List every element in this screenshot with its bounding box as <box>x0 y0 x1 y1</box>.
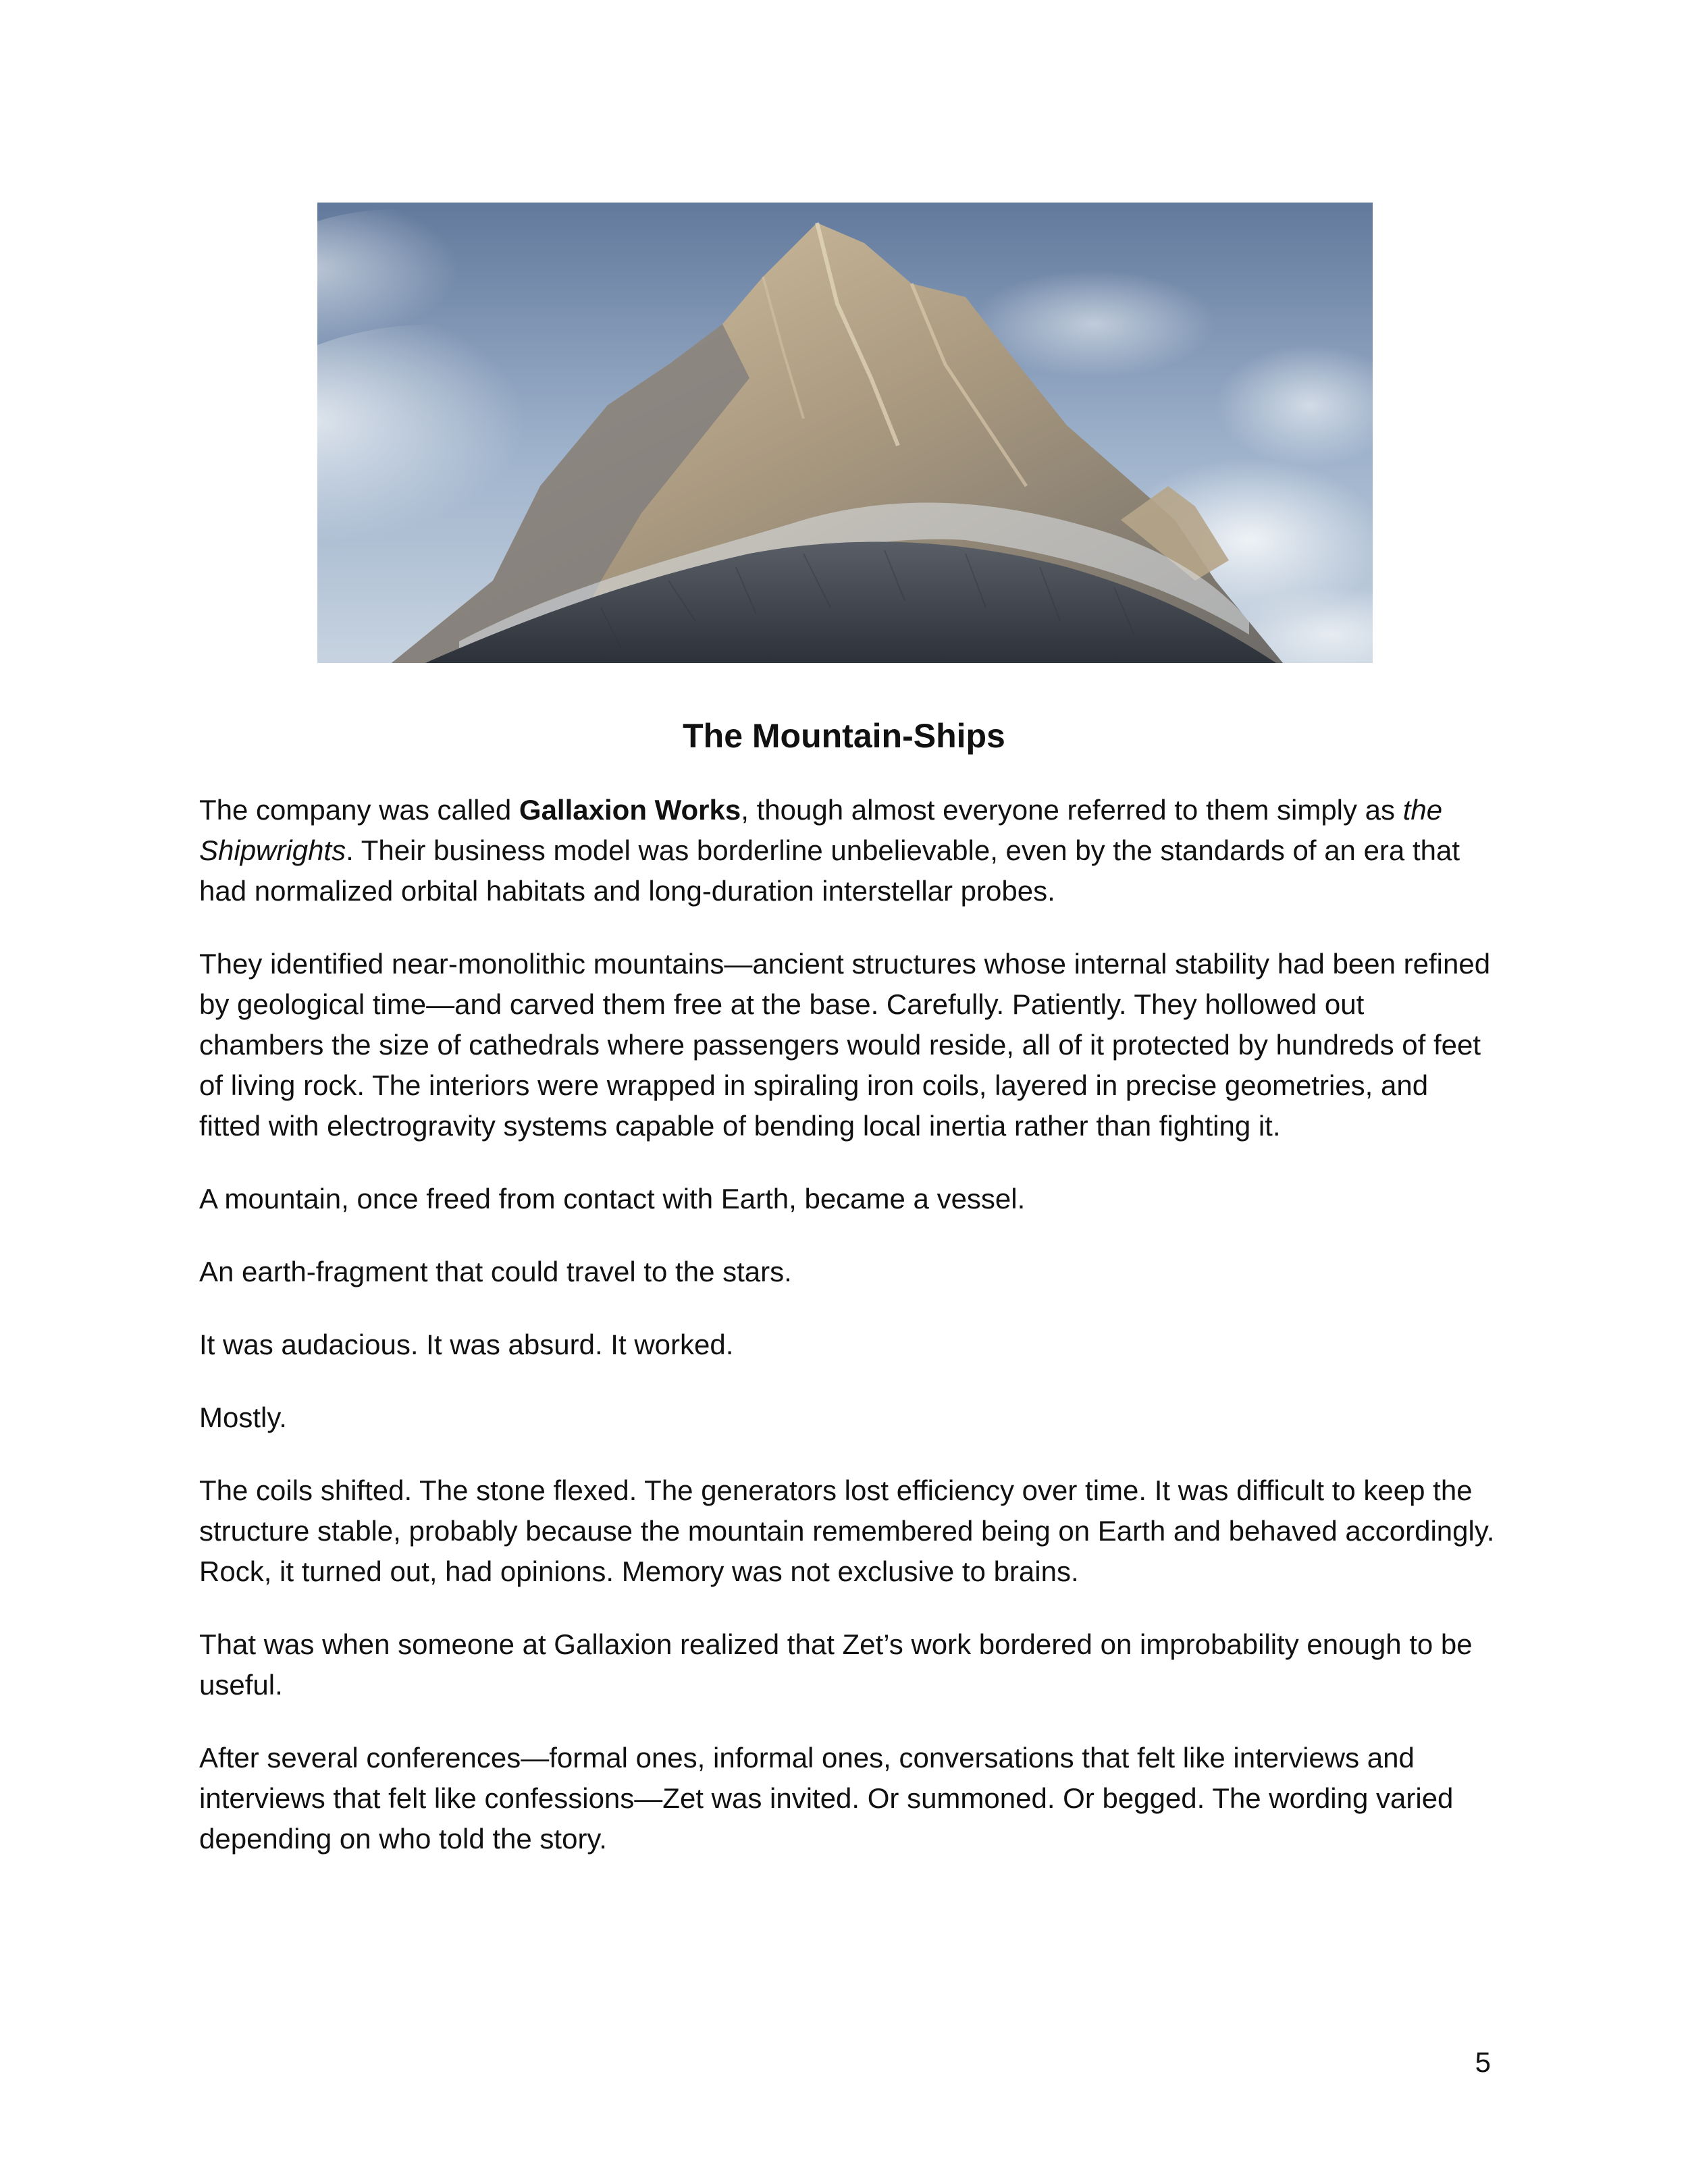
paragraph-1-text-a: The company was called <box>199 794 519 826</box>
paragraph-6: Mostly. <box>199 1402 287 1433</box>
paragraph-9: After several conferences—formal ones, informal ones, conversations that felt like interviews and interviews that felt like confessions—Zet was invited. Or summoned. Or begged. The wording varied depending on who told the story. <box>199 1742 1454 1855</box>
company-name: Gallaxion Works <box>519 794 741 826</box>
body-text <box>199 790 1496 1892</box>
page-title: The Mountain-Ships <box>683 717 1005 755</box>
paragraph-4: An earth-fragment that could travel to the stars. <box>199 1256 792 1287</box>
paragraph-7: The coils shifted. The stone flexed. The generators lost efficiency over time. It was difficult to keep the structure stable, probably because the mountain remembered being on Earth and behaved accordingly. Rock, it turned out, had opinions. Memory was not exclusive to brains. <box>199 1474 1495 1587</box>
paragraph-3: A mountain, once freed from contact with Earth, became a vessel. <box>199 1183 1026 1215</box>
paragraph-1 <box>199 790 1496 911</box>
mountain-image <box>317 203 1373 663</box>
paragraph-1-text-b: , though almost everyone referred to them simply as <box>741 794 1403 826</box>
mountain-illustration <box>317 203 1373 663</box>
company-nickname: the Shipwrights <box>199 794 1443 866</box>
paragraph-1-text-c: . Their business model was borderline unbelievable, even by the standards of an era that had normalized orbital habitats and long-duration interstellar probes. <box>199 834 1460 907</box>
paragraph-8: That was when someone at Gallaxion realized that Zet’s work bordered on improbability enough to be useful. <box>199 1628 1473 1701</box>
paragraph-5: It was audacious. It was absurd. It worked. <box>199 1329 734 1360</box>
page-number: 5 <box>1475 2046 1491 2078</box>
paragraph-2: They identified near-monolithic mountains—ancient structures whose internal stability had been refined by geological time—and carved them free at the base. Carefully. Patiently. They hollowed out chambers the size of cathedrals where passengers would reside, all of it protected by hundreds of feet of living rock. The interiors were wrapped in spiraling iron coils, layered in precise geometries, and fitted with electrogravity systems capable of bending local inertia rather than fighting it. <box>199 948 1491 1142</box>
